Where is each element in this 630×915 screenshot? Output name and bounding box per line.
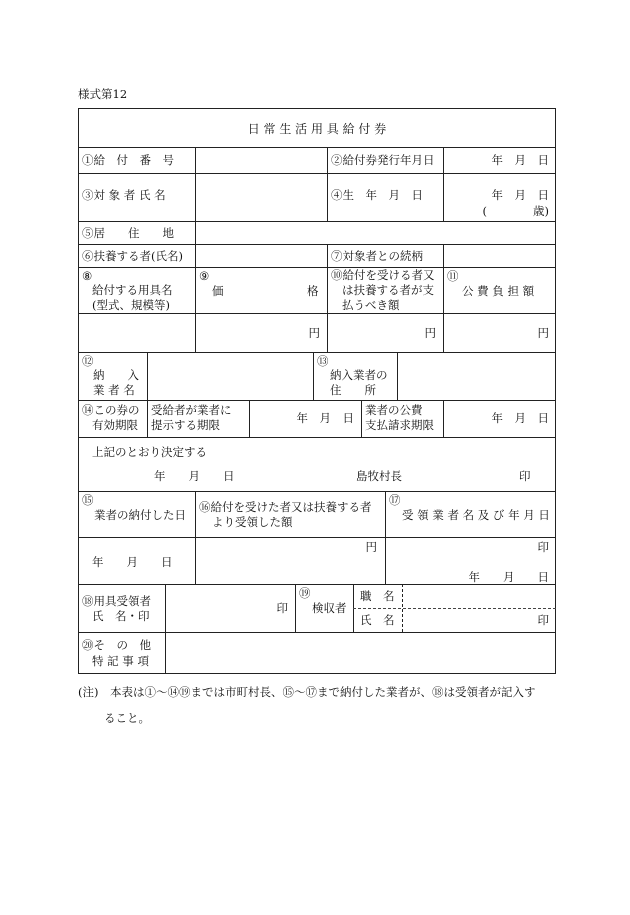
- label-relationship: ⑦対象者との続柄: [331, 249, 423, 263]
- label-supporter: ⑥扶養する者(氏名): [82, 249, 183, 263]
- receiver-vendor-number: ⑰: [389, 493, 401, 507]
- rule: [78, 632, 556, 633]
- label-present-2: 提示する期限: [151, 418, 220, 432]
- label-item-model: (型式、規模等): [92, 298, 170, 312]
- label-valid-2: 有効期限: [92, 418, 138, 432]
- rule: [147, 352, 148, 400]
- rule: [78, 313, 556, 314]
- rule: [78, 244, 556, 245]
- receiver-vendor-seal: 印: [537, 540, 549, 554]
- label-price-a: 価: [212, 284, 224, 298]
- label-item-name: 給付する用具名: [92, 283, 173, 297]
- rule: [78, 221, 556, 222]
- form-number: 様式第12: [78, 87, 128, 101]
- rule: [195, 244, 196, 267]
- label-issue-date: ②給付券発行年月日: [331, 153, 435, 167]
- rule: [385, 491, 386, 584]
- label-recipient-name: ③対 象 者 氏 名: [82, 188, 166, 202]
- rule: [78, 267, 556, 268]
- rule: [443, 244, 444, 267]
- label-received-amount-2: より受領した額: [212, 515, 293, 529]
- copay-yen: 円: [424, 326, 436, 340]
- rule: [195, 491, 196, 584]
- rule: [397, 352, 398, 400]
- rule: [313, 352, 314, 400]
- mayor-seal: 印: [519, 469, 531, 483]
- rule: [327, 147, 328, 221]
- label-price-b: 格: [307, 284, 319, 298]
- delivery-date-field[interactable]: 年 月 日: [92, 555, 173, 569]
- issue-date-field[interactable]: 年 月 日: [491, 153, 549, 167]
- label-vendor-2: 業 者 名: [93, 383, 135, 397]
- label-claim-2: 支払請求期限: [365, 418, 434, 432]
- birth-date-field[interactable]: 年 月 日: [491, 188, 549, 202]
- label-receiver-vendor: 受 領 業 者 名 及 び 年 月 日: [402, 508, 550, 522]
- inspector-number: ⑲: [299, 586, 311, 600]
- vendor-number: ⑫: [82, 354, 94, 368]
- form-title: 日 常 生 活 用 具 給 付 券: [247, 122, 387, 136]
- inspector-seal: 印: [537, 613, 549, 627]
- label-other-1: ⑳そ の 他: [82, 638, 151, 652]
- receiver-vendor-date[interactable]: 年 月 日: [468, 570, 549, 584]
- label-copay-1: ⑩給付を受ける者又: [331, 268, 435, 282]
- public-number: ⑪: [447, 269, 459, 283]
- label-person-name: 氏 名: [360, 613, 395, 627]
- label-copay-2: は扶養する者が支: [342, 283, 434, 297]
- rule: [78, 437, 556, 438]
- delivery-number: ⑮: [82, 493, 94, 507]
- rule: [147, 400, 148, 437]
- rule: [78, 491, 556, 492]
- rule: [353, 608, 556, 609]
- rule: [195, 147, 196, 244]
- label-vendor-address-1: 納入業者の: [330, 368, 388, 382]
- label-receiver-1: ⑱用具受領者: [82, 594, 151, 608]
- label-other-2: 特 記 事 項: [92, 654, 149, 668]
- item-number: ⑧: [82, 269, 93, 283]
- rule: [78, 147, 556, 148]
- label-present-1: 受給者が業者に: [151, 403, 232, 417]
- rule: [78, 537, 556, 538]
- mayor-title: 島牧村長: [356, 469, 402, 483]
- price-yen: 円: [308, 326, 320, 340]
- received-amount-yen: 円: [365, 540, 377, 554]
- label-valid-1: ⑭この券の: [82, 403, 140, 417]
- note-line-2: ること。: [104, 711, 150, 725]
- rule: [78, 584, 556, 585]
- label-inspector: 検収者: [312, 601, 347, 615]
- rule: [78, 400, 556, 401]
- rule: [78, 352, 556, 353]
- label-vendor-1: 納 入: [93, 368, 139, 382]
- label-birth-date: ④生 年 月 日: [331, 188, 423, 202]
- label-address: ⑤居 住 地: [82, 226, 174, 240]
- label-post: 職 名: [360, 589, 395, 603]
- claim-deadline-field[interactable]: 年 月 日: [491, 411, 549, 425]
- label-grant-number: ①給 付 番 号: [82, 153, 174, 167]
- label-delivery-date: 業者の納付した日: [94, 508, 186, 522]
- decision-date[interactable]: 年 月 日: [154, 469, 235, 483]
- note-line-1: (注) 本表は①～⑭⑲までは市町村長、⑮～⑰まで納付した業者が、⑱は受領者が記入す: [78, 685, 536, 699]
- rule: [327, 244, 328, 267]
- rule: [361, 400, 362, 437]
- present-deadline-field[interactable]: 年 月 日: [296, 411, 354, 425]
- rule: [78, 173, 556, 174]
- label-receiver-2: 氏 名・印: [92, 609, 150, 623]
- label-received-amount-1: ⑯給付を受けた者又は扶養する者: [199, 500, 372, 514]
- label-claim-1: 業者の公費: [365, 403, 423, 417]
- price-number: ⑨: [199, 269, 210, 283]
- label-copay-3: 払うべき額: [342, 298, 400, 312]
- vendor-address-number: ⑬: [317, 354, 329, 368]
- public-yen: 円: [537, 326, 549, 340]
- rule: [295, 584, 296, 632]
- label-public-burden: 公 費 負 担 額: [462, 284, 535, 298]
- label-vendor-address-2: 住 所: [330, 383, 376, 397]
- decision-text: 上記のとおり決定する: [92, 445, 207, 459]
- rule: [165, 632, 166, 674]
- receiver-seal: 印: [276, 601, 288, 615]
- age-field[interactable]: ( 歳): [482, 204, 549, 218]
